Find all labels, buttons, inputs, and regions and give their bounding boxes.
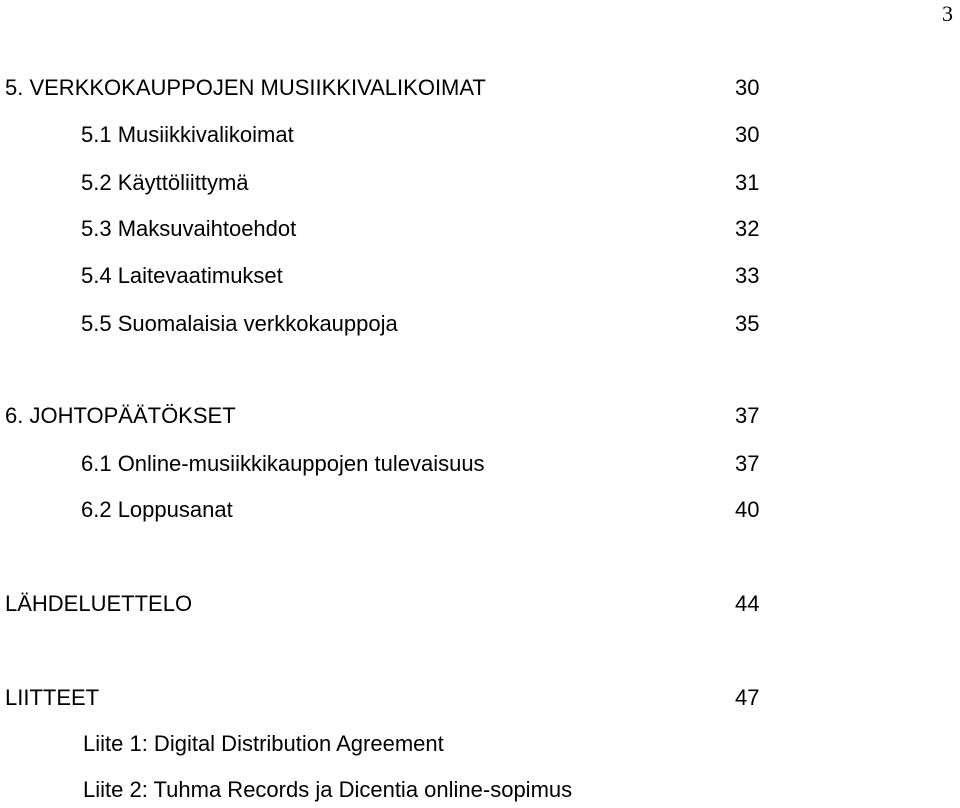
toc-entry-title: LIITTEET [5, 685, 100, 710]
toc-entry-page: 32 [735, 216, 760, 241]
toc-entry-section-5-2[interactable] [0, 167, 960, 199]
toc-entry-appendix-2[interactable] [0, 774, 960, 806]
toc-entry-section-5-1[interactable] [0, 119, 960, 151]
toc-entry-title: Liite 1: Digital Distribution Agreement [83, 731, 444, 756]
toc-entry-title: 5.4 Laitevaatimukset [81, 263, 283, 288]
toc-entry-page: 37 [735, 403, 760, 428]
page-number: 3 [942, 1, 953, 26]
toc-entry-title: 5.2 Käyttöliittymä [81, 170, 249, 195]
toc-entry-title: 5.1 Musiikkivalikoimat [81, 122, 294, 147]
toc-entry-page: 47 [735, 685, 760, 710]
toc-entry-appendices[interactable] [0, 682, 960, 714]
toc-entry-title: 5. VERKKOKAUPPOJEN MUSIIKKIVALIKOIMAT [5, 75, 486, 100]
toc-entry-page: 44 [735, 591, 760, 616]
toc-entry-page: 30 [735, 122, 760, 147]
toc-entry-chapter-6[interactable] [0, 400, 960, 432]
toc-entry-page: 30 [735, 75, 760, 100]
toc-entry-section-5-3[interactable] [0, 213, 960, 245]
toc-entry-page: 40 [735, 497, 760, 522]
toc-entry-title: 5.3 Maksuvaihtoehdot [81, 216, 297, 241]
toc-entry-section-5-5[interactable] [0, 308, 960, 340]
toc-entry-title: LÄHDELUETTELO [5, 591, 193, 616]
toc-entry-title: Liite 2: Tuhma Records ja Dicentia online-sopimus [83, 777, 573, 802]
toc-entry-references[interactable] [0, 588, 960, 620]
toc-entry-appendix-1[interactable] [0, 728, 960, 760]
toc-entry-page: 37 [735, 451, 760, 476]
toc-entry-title: 6.1 Online-musiikkikauppojen tulevaisuus [81, 451, 485, 476]
toc-entry-page: 35 [735, 311, 760, 336]
toc-entry-section-6-1[interactable] [0, 448, 960, 480]
toc-entry-title: 6.2 Loppusanat [81, 497, 233, 522]
toc-entry-title: 6. JOHTOPÄÄTÖKSET [5, 403, 236, 428]
toc-entry-page: 33 [735, 263, 760, 288]
toc-entry-section-5-4[interactable] [0, 260, 960, 292]
toc-entry-chapter-5[interactable] [0, 72, 960, 104]
toc-entry-page: 31 [735, 170, 760, 195]
toc-entry-section-6-2[interactable] [0, 494, 960, 526]
toc-entry-title: 5.5 Suomalaisia verkkokauppoja [81, 311, 398, 336]
